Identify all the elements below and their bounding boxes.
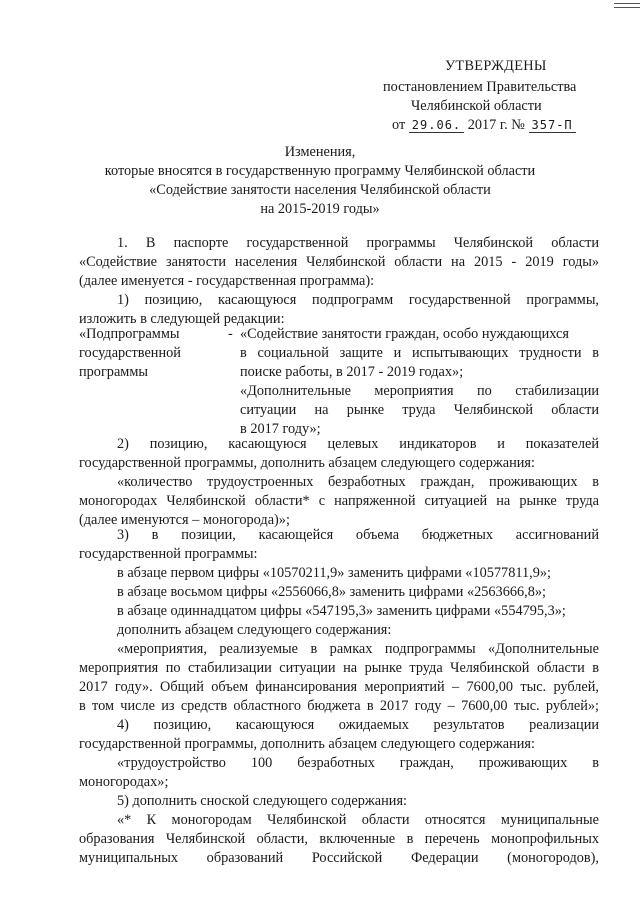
body-line: 4) позицию, касающуюся ожидаемых результатов реализации bbox=[117, 717, 599, 733]
heading-line-1: Изменения, bbox=[284, 144, 356, 160]
approval-year-text: 2017 г. № bbox=[467, 117, 525, 133]
body-line: моногородах Челябинской области* с напряженной ситуацией на рынке труда bbox=[79, 493, 599, 509]
approval-number: 357-П bbox=[529, 118, 576, 133]
body-line: государственной программы, дополнить абзацем следующего содержания: bbox=[79, 736, 535, 752]
body-line: 5) дополнить сноской следующего содержания: bbox=[117, 793, 407, 809]
approval-date-prefix: от bbox=[392, 117, 406, 133]
table-right-line: в социальной защите и испытывающих трудности в bbox=[240, 345, 599, 361]
approval-date-value: 29.06. bbox=[409, 118, 464, 133]
body-line: «количество трудоустроенных безработных граждан, проживающих в bbox=[117, 474, 599, 490]
body-line: 3) в позиции, касающейся объема бюджетных ассигнований bbox=[117, 527, 599, 543]
approval-line-1: постановлением Правительства bbox=[383, 79, 577, 95]
scan-edge-mark bbox=[614, 0, 640, 14]
body-line: изложить в следующей редакции: bbox=[79, 311, 285, 327]
heading-line-3: «Содействие занятости населения Челябинской области bbox=[149, 182, 491, 198]
table-left-line: программы bbox=[79, 364, 149, 380]
body-line: в том числе из средств областного бюджета в 2017 году – 7600,00 тыс. рублей»; bbox=[79, 698, 599, 714]
body-line: в абзаце одиннадцатом цифры «547195,3» заменить цифрами «554795,3»; bbox=[117, 603, 566, 619]
table-dash: - bbox=[228, 326, 233, 342]
body-line: «трудоустройство 100 безработных граждан, проживающих в bbox=[117, 755, 599, 771]
body-line: (далее именуются – моногорода)»; bbox=[79, 512, 290, 528]
approval-line-2: Челябинской области bbox=[411, 98, 542, 114]
body-line: «* К моногородам Челябинской области относятся муниципальные bbox=[117, 812, 599, 828]
table-right-line: ситуации на рынке труда Челябинской области bbox=[240, 402, 599, 418]
body-line: 2017 году». Общий объем финансирования мероприятий – 7600,00 тыс. рублей, bbox=[79, 679, 599, 695]
body-line: 1) позицию, касающуюся подпрограмм государственной программы, bbox=[117, 292, 599, 308]
body-line: 2) позицию, касающуюся целевых индикаторов и показателей bbox=[117, 436, 599, 452]
body-line: «мероприятия, реализуемые в рамках подпрограммы «Дополнительные bbox=[117, 641, 599, 657]
body-line: муниципальных образований Российской Федерации (моногородов), bbox=[79, 850, 599, 866]
body-line: мероприятия по стабилизации ситуации на рынке труда Челябинской области в bbox=[79, 660, 599, 676]
table-right-line: в 2017 году»; bbox=[240, 421, 321, 437]
body-line: моногородах»; bbox=[79, 774, 169, 790]
table-left-line: государственной bbox=[79, 345, 181, 361]
approval-title: УТВЕРЖДЕНЫ bbox=[445, 58, 547, 74]
body-line: образования Челябинской области, включенные в перечень монопрофильных bbox=[79, 831, 599, 847]
body-line: (далее именуется - государственная программа): bbox=[79, 273, 375, 289]
table-right-line: поиске работы, в 2017 - 2019 годах»; bbox=[240, 364, 464, 380]
heading-line-4: на 2015-2019 годы» bbox=[260, 201, 380, 217]
table-right-line: «Содействие занятости граждан, особо нуждающихся bbox=[240, 326, 569, 342]
body-line: 1. В паспорте государственной программы Челябинской области bbox=[117, 235, 599, 251]
body-line: «Содействие занятости населения Челябинской области на 2015 - 2019 годы» bbox=[79, 254, 599, 270]
body-line: в абзаце первом цифры «10570211,9» заменить цифрами «10577811,9»; bbox=[117, 565, 551, 581]
table-right-line: «Дополнительные мероприятия по стабилизации bbox=[240, 383, 599, 399]
heading-line-2: которые вносятся в государственную программу Челябинской области bbox=[104, 163, 536, 179]
body-line: в абзаце восьмом цифры «2556066,8» заменить цифрами «2563666,8»; bbox=[117, 584, 546, 600]
body-line: государственной программы, дополнить абзацем следующего содержания: bbox=[79, 455, 535, 471]
body-line: дополнить абзацем следующего содержания: bbox=[117, 622, 392, 638]
approval-date-line bbox=[392, 116, 576, 135]
body-line: государственной программы: bbox=[79, 546, 258, 562]
table-left-line: «Подпрограммы bbox=[79, 326, 180, 342]
